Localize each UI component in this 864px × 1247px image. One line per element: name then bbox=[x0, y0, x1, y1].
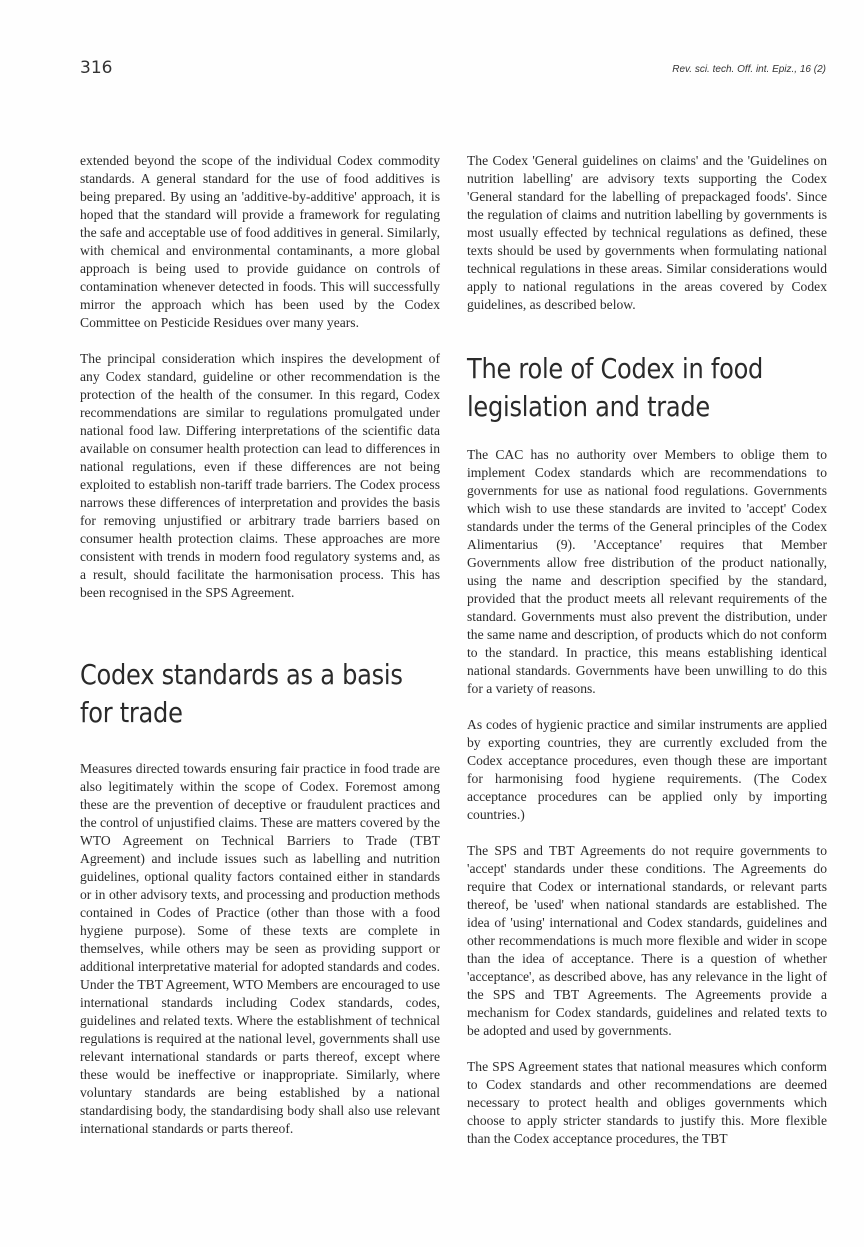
page-number: 316 bbox=[80, 58, 113, 78]
left-paragraph-1: extended beyond the scope of the individual Codex commodity standards. A general standard for the use of food additives is being prepared. By using an 'additive-by-additive' approach, it is hoped that the standard will provide a framework for regulating the safe and acceptable use of food additives in general. Similarly, with chemical and environmental contaminants, a more global approach is being used to provide guidance on controls of contamination whenever detected in foods. This will successfully mirror the approach which has been used by the Codex Committee on Pesticide Residues over many years. bbox=[80, 153, 440, 330]
right-paragraph-5: The SPS Agreement states that national measures which conform to Codex standards and other recommendations are deemed necessary to protect health and obliges governments which choose to apply stricter standards to justify this. More flexible than the Codex acceptance procedures, the TBT bbox=[467, 1059, 827, 1146]
right-paragraph-1: The Codex 'General guidelines on claims' and the 'Guidelines on nutrition labelling' are advisory texts supporting the Codex 'General standard for the labelling of prepackaged foods'. Since the regulation of claims and nutrition labelling by governments is most usually effected by technical regulations as defined, these texts should be used by governments when formulating national technical regulations in these areas. Similar considerations would apply to national regulations in the areas covered by Codex guidelines, as described below. bbox=[467, 153, 827, 312]
running-head: Rev. sci. tech. Off. int. Epiz., 16 (2) bbox=[672, 64, 826, 75]
section-heading-codex-standards: Codex standards as a basis for trade bbox=[80, 658, 403, 729]
right-paragraph-4: The SPS and TBT Agreements do not require governments to 'accept' standards under these conditions. The Agreements do require that Codex or international standards, or relevant parts thereof, be 'used' when national standards are established. The idea of 'using' international and Codex standards, guidelines and other recommendations is much more flexible and wider in scope than the idea of acceptance. There is a question of whether 'acceptance', as described above, has any relevance in the light of the SPS and TBT Agreements. The Agreements provide a mechanism for Codex standards, guidelines and related texts to be adopted and used by governments. bbox=[467, 843, 827, 1038]
right-column bbox=[467, 152, 827, 1148]
section-heading-role-of-codex: The role of Codex in food legislation and trade bbox=[467, 352, 764, 423]
left-paragraph-2: The principal consideration which inspires the development of any Codex standard, guideline or other recommendation is the protection of the health of the consumer. In this regard, Codex recommendations are similar to regulations promulgated under national food law. Differing interpretations of the scientific data available on consumer health protection can lead to differences in national regulations, even if these differences are not being exploited to establish non-tariff trade barriers. The Codex process narrows these differences of interpretation and provides the basis for removing unjustified or arbitrary trade barriers based on consumer health protection claims. These approaches are more consistent with trends in modern food regulatory systems and, as a result, should facilitate the harmonisation process. This has been recognised in the SPS Agreement. bbox=[80, 351, 440, 600]
right-paragraph-2: The CAC has no authority over Members to oblige them to implement Codex standards which are recommendations to governments for use as national food regulations. Governments which wish to use these standards are invited to 'accept' Codex standards under the terms of the General principles of the Codex Alimentarius (9). 'Acceptance' requires that Member Governments allow free distribution of the product nationally, using the name and description specified by the standard, provided that the product meets all relevant requirements of the standard. Governments must also prevent the distribution, under the same name and description, of products which do not conform to the standard. In practice, this means establishing identical national standards. Governments have been unwilling to do this for a variety of reasons. bbox=[467, 447, 827, 696]
right-paragraph-3: As codes of hygienic practice and similar instruments are applied by exporting countries, they are currently excluded from the Codex acceptance procedures, even though these are important for harmonising food hygiene requirements. (The Codex acceptance procedures can be applied only by importing countries.) bbox=[467, 717, 827, 822]
left-column bbox=[80, 152, 440, 1138]
left-paragraph-3: Measures directed towards ensuring fair practice in food trade are also legitimately within the scope of Codex. Foremost among these are the prevention of deceptive or fraudulent practices and the control of unjustified claims. These are matters covered by the WTO Agreement on Technical Barriers to Trade (TBT Agreement) and include issues such as labelling and nutrition guidelines, optional quality factors contained either in standards or in other advisory texts, and processing and production methods contained in Codes of Practice (other than those with a food hygiene purpose). Some of these texts are complete in themselves, while others may be seen as providing support or additional interpretative material for adopted standards and codes. Under the TBT Agreement, WTO Members are encouraged to use international standards including Codex standards, codes, guidelines and related texts. Where the establishment of technical regulations is required at the national level, governments shall use relevant international standards or parts thereof, except where these would be ineffective or inappropriate. Similarly, where voluntary standards are being established by a national standardising body, the standardising body shall also use relevant international standards or parts thereof. bbox=[80, 761, 440, 1136]
